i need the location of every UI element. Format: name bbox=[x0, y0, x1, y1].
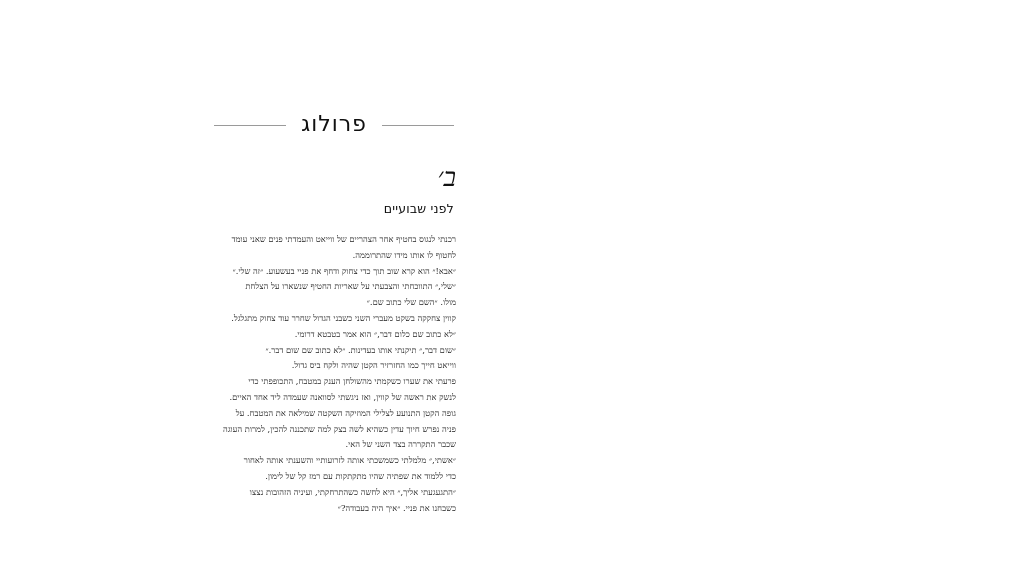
title-rule-right bbox=[382, 125, 454, 126]
section-mark: ב׳ bbox=[437, 163, 456, 193]
text-line: שכבר התקררה בצד השני של האי. bbox=[345, 439, 456, 450]
text-line: גופה הקטן התנועע לצלילי המוזיקה השקטה שמילאה את המטבח. על bbox=[235, 407, 456, 418]
section-subheading: לפני שבועיים bbox=[383, 201, 454, 216]
text-line: פניה נפרש חיוך עדין כשהיא לשה בצק למה שתכננה להכין, למרות העוגה bbox=[223, 423, 456, 434]
text-line: לחטוף לו אותו מידו שהתרוממה. bbox=[352, 249, 456, 260]
body-text bbox=[212, 232, 456, 516]
text-line: ״שום דבר,״ תיקנתי אותו בעדינות. ״לא כתוב שם שום דבר.״ bbox=[265, 344, 456, 355]
text-line: פרעתי את שערו כשקמתי מהשולחן הענק במטבח, התכופפתי כדי bbox=[248, 376, 456, 387]
text-line: קווין צחקקה בשקט מעברי השני כשבני הגדול שחרר עוד צחוק מתגלגל. bbox=[231, 312, 456, 323]
text-line: רכנתי לנגוס בחטיף אחר הצהריים של ווייאט והעמדתי פנים שאני עומד bbox=[231, 234, 456, 244]
book-page bbox=[212, 108, 456, 528]
text-line: ״שלי,״ התווכחתי והצבעתי על שאריות החטיף שנשארו על הצלחת bbox=[245, 281, 456, 292]
text-line: ווייאט חייך כמו החזרזיר הקטן שהיה ולקח ביס גדול. bbox=[291, 360, 456, 371]
text-line: ״לא כתוב שם כלום דבר,״ הוא אמר בטבטא דרומי. bbox=[294, 328, 456, 339]
text-line: מולו. ״השם שלי כתוב שם.״ bbox=[366, 297, 456, 308]
text-line: כדי ללמוד את שפתיה שהיו מתקתקות עם רמז קל של לימון. bbox=[265, 470, 456, 481]
text-line: ״אבא!״ הוא קרא שוב תוך כדי צחוק ודחף את פניי בעשעוע. ״זה שלי.״ bbox=[232, 265, 456, 276]
text-line: כשבחנו את פניי. ״איך היה בעבודה?״ bbox=[337, 502, 456, 513]
text-line: ״התגעגעתי אליך,״ היא לחשה כשהתרחקתי, ועיניה הזהובות נצצו bbox=[249, 486, 456, 497]
text-line: ״אשתי,״ מלמלתי כשמשכתי אותה לזרועותיי והשענתי אותה לאחור bbox=[243, 455, 456, 466]
title-rule-left bbox=[214, 125, 286, 126]
chapter-title: פרולוג bbox=[301, 112, 367, 137]
chapter-title-row bbox=[212, 114, 456, 138]
text-line: לנשק את ראשה של קווין, ואז ניגשתי לסוואנה שעמדה ליד אחד האיים. bbox=[229, 391, 456, 402]
